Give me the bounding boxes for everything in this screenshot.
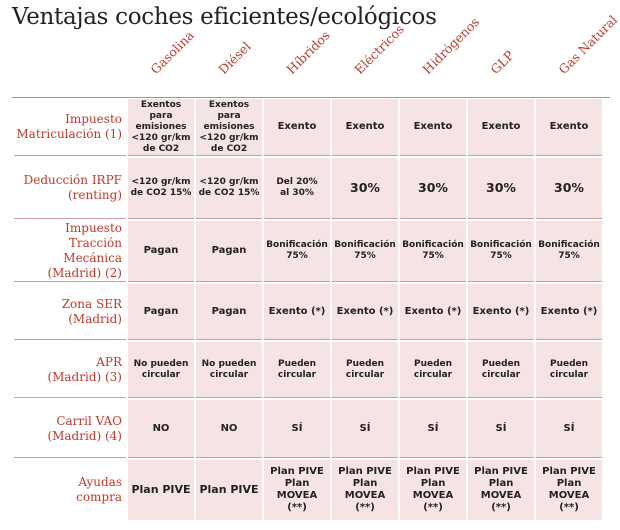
comparison-table [12,99,604,520]
table-cell: Plan PIVE Plan MOVEA (**) [332,460,398,520]
table-row [14,460,602,520]
table-cell: SÍ [264,400,330,457]
table-cell: Pueden circular [332,342,398,397]
column-header-di-sel: Diésel [215,38,254,77]
column-headers [0,0,620,100]
table-cell: Bonificación 75% [264,221,330,281]
table-cell: Plan PIVE [196,460,262,520]
page-title: Ventajas coches eficientes/ecológicos [12,4,437,30]
table-cell: No pueden circular [128,342,194,397]
table-cell: Plan PIVE Plan MOVEA (**) [536,460,602,520]
table-cell: Pagan [196,284,262,339]
table-cell: Exento (*) [264,284,330,339]
table-cell: Plan PIVE Plan MOVEA (**) [264,460,330,520]
table-cell: Exento [400,99,466,155]
column-header-h-bridos: Híbridos [283,27,333,77]
table-cell: Bonificación 75% [400,221,466,281]
table-cell: Pueden circular [536,342,602,397]
table-cell: Exento [536,99,602,155]
row-label: APR (Madrid) (3) [47,354,122,384]
table-cell: Bonificación 75% [536,221,602,281]
table-cell: Exento (*) [332,284,398,339]
table-cell: Bonificación 75% [332,221,398,281]
column-header-glp: GLP [487,47,517,77]
table-cell: 30% [332,158,398,218]
table-row [14,158,602,218]
header-divider [12,97,610,98]
table-row [14,284,602,339]
table-cell: Pueden circular [400,342,466,397]
table-cell: Plan PIVE [128,460,194,520]
table-cell: Pagan [128,221,194,281]
table-cell: NO [196,400,262,457]
table-row [14,342,602,397]
table-cell: 30% [400,158,466,218]
table-cell: SÍ [400,400,466,457]
table-cell: <120 gr/km de CO2 15% [128,158,194,218]
table-cell: Exentos para emisiones <120 gr/km de CO2 [128,99,194,155]
table-cell: Pueden circular [468,342,534,397]
table-cell: <120 gr/km de CO2 15% [196,158,262,218]
table-cell: Pueden circular [264,342,330,397]
table-cell: SÍ [536,400,602,457]
row-label: Impuesto Tracción Mecánica (Madrid) (2) [47,221,122,280]
table-cell: Exento [264,99,330,155]
table-cell: SÍ [332,400,398,457]
table-cell: No pueden circular [196,342,262,397]
table-cell: SÍ [468,400,534,457]
table-row [14,400,602,457]
table-cell: Exentos para emisiones <120 gr/km de CO2 [196,99,262,155]
column-header-el-ctricos: Eléctricos [351,21,407,78]
table-row [14,221,602,281]
column-header-hidr-genos: Hidrógenos [419,14,483,77]
table-cell: 30% [536,158,602,218]
table-cell: Exento (*) [536,284,602,339]
row-label: Carril VAO (Madrid) (4) [47,413,122,443]
table-cell: Exento [332,99,398,155]
table-cell: Exento (*) [400,284,466,339]
table-cell: Bonificación 75% [468,221,534,281]
table-cell: Exento [468,99,534,155]
column-header-gas-natural: Gas Natural [555,12,620,77]
table-cell: 30% [468,158,534,218]
table-cell: NO [128,400,194,457]
table-cell: Exento (*) [468,284,534,339]
table-cell: Pagan [196,221,262,281]
column-header-gasolina: Gasolina [147,27,197,77]
table-cell: Del 20% al 30% [264,158,330,218]
table-cell: Plan PIVE Plan MOVEA (**) [468,460,534,520]
table-cell: Pagan [128,284,194,339]
table-cell: Plan PIVE Plan MOVEA (**) [400,460,466,520]
row-label: Impuesto Matriculación (1) [16,112,122,141]
row-label: Ayudas compra [76,475,122,504]
row-label: Zona SER (Madrid) [61,296,122,326]
table-row [14,99,602,155]
row-label: Deducción IRPF (renting) [23,173,122,202]
